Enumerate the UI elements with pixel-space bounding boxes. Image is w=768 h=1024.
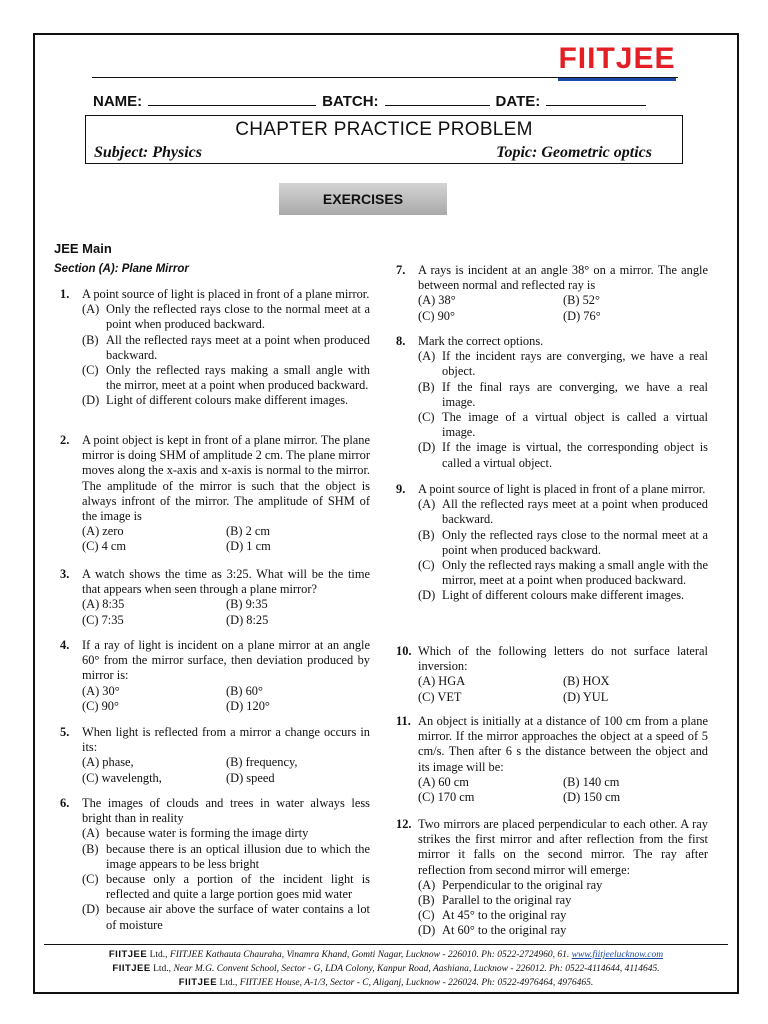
option-row [396, 775, 708, 790]
option-row [396, 309, 708, 324]
option: (B) HOX [563, 674, 610, 689]
option: (D) 76° [563, 308, 601, 323]
option-text: At 60° to the original ray [442, 923, 567, 938]
option [396, 878, 708, 893]
question-text: A point source of light is placed in front of a plane mirror. [418, 482, 706, 496]
option-label: (C) [82, 872, 99, 887]
option [396, 497, 708, 527]
option-text: All the reflected rays meet at a point when produced backward. [442, 497, 708, 527]
option-label: (B) [418, 379, 435, 394]
option: (D) 120° [226, 698, 270, 713]
header-rule [92, 77, 678, 78]
option [60, 393, 370, 408]
question-6 [60, 796, 370, 933]
question-3 [60, 567, 370, 628]
option: (D) speed [226, 770, 275, 785]
option: (B) 9:35 [226, 597, 268, 612]
option-label: (D) [418, 588, 436, 603]
option-text: If the image is virtual, the corresponding object is called a virtual object. [442, 440, 708, 470]
question-number: 4. [60, 638, 70, 652]
option-text: Parallel to the original ray [442, 893, 572, 908]
option: (B) 2 cm [226, 524, 271, 539]
question-number: 6. [60, 796, 70, 810]
option-row [60, 539, 370, 554]
option: (C) 90° [82, 698, 119, 713]
option [396, 588, 708, 603]
question-9 [396, 482, 708, 604]
option: (A) HGA [418, 674, 466, 689]
option-label: (B) [82, 332, 99, 347]
option: (B) 60° [226, 683, 263, 698]
option [60, 363, 370, 393]
option: (D) 8:25 [226, 612, 269, 627]
question-text: A point source of light is placed in front of a plane mirror. [82, 287, 370, 301]
option-label: (C) [418, 558, 435, 573]
option-label: (A) [82, 826, 100, 841]
option-text: Light of different colours make different images. [106, 393, 349, 408]
option: (C) VET [418, 689, 462, 704]
section-heading: Section (A): Plane Mirror [54, 263, 189, 275]
option: (B) 52° [563, 293, 600, 308]
question-stem [396, 817, 708, 878]
option-label: (A) [418, 349, 436, 364]
question-12 [396, 817, 708, 939]
option: (C) wavelength, [82, 770, 162, 785]
option [396, 349, 708, 379]
date-label: DATE: [495, 93, 541, 110]
subject-label: Subject: Physics [94, 144, 202, 161]
option-text: If the final rays are converging, we have a real image. [442, 379, 708, 409]
option-row [60, 684, 370, 699]
question-text: A point object is kept in front of a plane mirror. The plane mirror is doing SHM of amplitude 2 cm. The plane mirror moves along the x-axis and x-axis is normal to the mirror. The amplitude of the mirror is such that the object is always infront of the mirror. The amplitude of SHM of the image is [82, 433, 370, 524]
option-label: (D) [418, 923, 436, 938]
batch-blank[interactable] [385, 93, 490, 106]
option-row [396, 293, 708, 308]
option: (B) 140 cm [563, 774, 620, 789]
option: (D) YUL [563, 689, 609, 704]
name-label: NAME: [93, 93, 143, 110]
page-title: CHAPTER PRACTICE PROBLEM [235, 119, 533, 140]
option-label: (C) [418, 410, 435, 425]
footer [44, 948, 728, 990]
question-stem [396, 482, 708, 497]
option-text: Only the reflected rays making a small angle with the mirror, meet at a point when produced backward. [106, 363, 370, 393]
footer-line-3 [44, 976, 728, 990]
question-number: 5. [60, 725, 70, 739]
option [60, 302, 370, 332]
fiitjee-logo [558, 42, 676, 81]
option-label: (C) [418, 908, 435, 923]
batch-label: BATCH: [322, 93, 379, 110]
option-row [396, 690, 708, 705]
question-number: 9. [396, 482, 406, 496]
option-label: (A) [418, 877, 436, 892]
logo-text: FIITJEE [558, 42, 676, 75]
question-2 [60, 433, 370, 555]
option-text: Perpendicular to the original ray [442, 877, 603, 892]
question-text: A rays is incident at an angle 38° on a mirror. The angle between normal and reflected ray is [418, 263, 708, 293]
exercises-banner: EXERCISES [279, 183, 447, 215]
question-text: An object is initially at a distance of 100 cm from a plane mirror. If the mirror approaches the object at a speed of 5 cm/s. Then after 6 s the distance between the object and its image will be: [418, 714, 708, 774]
option [396, 528, 708, 558]
question-number: 1. [60, 287, 70, 301]
option-label: (B) [418, 893, 435, 908]
option-text: Only the reflected rays close to the normal meet at a point when produced backward. [106, 302, 370, 332]
option-text: Only the reflected rays close to the normal meet at a point when produced backward. [442, 527, 708, 557]
option-row [60, 597, 370, 612]
question-text: The images of clouds and trees in water always less bright than in reality [82, 796, 370, 826]
option [60, 842, 370, 872]
option: (A) 38° [418, 293, 456, 308]
footer-line-2 [44, 962, 728, 976]
option: (C) 170 cm [418, 790, 475, 805]
option [60, 826, 370, 841]
question-10 [396, 644, 708, 705]
question-7 [396, 263, 708, 324]
footer-address-3: FIITJEE House, A-1/3, Sector - C, Aliganj, Lucknow - 226024. Ph: 0522-4976464, 4976465. [239, 978, 594, 988]
option: (A) zero [82, 524, 124, 539]
option-label: (B) [418, 527, 435, 542]
option: (D) 150 cm [563, 790, 621, 805]
question-8 [396, 334, 708, 471]
date-blank[interactable] [546, 93, 646, 106]
footer-brand: FIITJEE [112, 963, 151, 974]
footer-address-1: FIITJEE Kathauta Chauraha, Vinamra Khand, Gomti Nagar, Lucknow - 226010. Ph: 0522-2724960, 61. [169, 950, 570, 960]
option [396, 410, 708, 440]
name-blank[interactable] [148, 93, 316, 106]
footer-address-2: Near M.G. Convent School, Sector - G, LDA Colony, Kanpur Road, Aashiana, Lucknow - 226012. Ph: 0522-4114644, 4114645. [173, 964, 660, 974]
option: (A) 30° [82, 683, 120, 698]
option-label: (A) [82, 302, 100, 317]
option [396, 908, 708, 923]
option-label: (A) [418, 497, 436, 512]
option: (C) 4 cm [82, 539, 127, 554]
question-text: Mark the correct options. [418, 334, 544, 348]
option: (A) phase, [82, 755, 134, 770]
footer-brand: FIITJEE [108, 949, 148, 960]
question-number: 8. [396, 334, 406, 348]
question-stem [396, 263, 708, 293]
option-text: because only a portion of the incident light is reflected and quite a large portion goes mid water [106, 872, 370, 902]
footer-ltd: Ltd., [219, 978, 238, 988]
option-text: Only the reflected rays making a small angle with the mirror, meet at a point when produced backward. [442, 558, 708, 588]
option-text: Light of different colours make different images. [442, 588, 685, 603]
option: (C) 90° [418, 308, 455, 323]
question-number: 2. [60, 433, 70, 447]
question-stem [396, 644, 708, 674]
option-row [60, 524, 370, 539]
question-text: When light is reflected from a mirror a change occurs in its: [82, 725, 370, 755]
option [396, 380, 708, 410]
question-number: 11. [396, 714, 411, 728]
option-label: (B) [82, 841, 99, 856]
option [60, 872, 370, 902]
student-info-bar [93, 93, 683, 110]
option: (C) 7:35 [82, 612, 124, 627]
question-stem [60, 725, 370, 755]
topic-label: Topic: Geometric optics [496, 144, 652, 161]
question-5 [60, 725, 370, 786]
question-text: A watch shows the time as 3:25. What will be the time that appears when seen through a plane mirror? [82, 567, 370, 597]
question-text: Two mirrors are placed perpendicular to each other. A ray strikes the first mirror and after reflection from the first mirror it falls on the second mirror. The ray after reflection from second mirror will emerge: [418, 817, 708, 877]
option [396, 440, 708, 470]
question-stem [60, 433, 370, 524]
option: (B) frequency, [226, 755, 298, 770]
option-row [60, 771, 370, 786]
footer-ltd: Ltd., [153, 964, 172, 974]
question-stem [396, 334, 708, 349]
question-number: 3. [60, 567, 70, 581]
footer-ltd: Ltd., [149, 950, 168, 960]
question-number: 10. [396, 644, 412, 658]
question-number: 7. [396, 263, 406, 277]
question-stem [60, 796, 370, 826]
question-11 [396, 714, 708, 805]
option-text: All the reflected rays meet at a point when produced backward. [106, 332, 370, 362]
option-text: because there is an optical illusion due to which the image appears to be less bright [106, 841, 370, 871]
option: (A) 60 cm [418, 774, 469, 789]
option-label: (C) [82, 363, 99, 378]
option: (D) 1 cm [226, 539, 271, 554]
option-label: (D) [418, 440, 436, 455]
footer-brand: FIITJEE [178, 977, 218, 988]
option-row [396, 674, 708, 689]
question-stem [396, 714, 708, 775]
option-row [60, 755, 370, 770]
option [396, 558, 708, 588]
footer-rule [44, 944, 728, 945]
option-row [396, 790, 708, 805]
option-text: If the incident rays are converging, we have a real object. [442, 349, 708, 379]
option-label: (D) [82, 393, 100, 408]
option-text: At 45° to the original ray [442, 908, 567, 923]
question-stem [60, 287, 370, 302]
question-stem [60, 567, 370, 597]
question-4 [60, 638, 370, 714]
footer-line-1 [44, 948, 728, 962]
option-text: because water is forming the image dirty [106, 826, 309, 841]
option-text: because air above the surface of water contains a lot of moisture [106, 902, 370, 932]
website-link[interactable]: www.fiitjeelucknow.com [571, 950, 664, 960]
option [396, 893, 708, 908]
option: (A) 8:35 [82, 597, 125, 612]
title-box [85, 115, 683, 164]
option [60, 902, 370, 932]
jee-main-heading: JEE Main [54, 241, 112, 256]
option-label: (D) [82, 902, 100, 917]
question-text: If a ray of light is incident on a plane mirror at an angle 60° from the mirror surface, then deviation produced by mirror is: [82, 638, 370, 683]
question-number: 12. [396, 817, 412, 831]
option [396, 923, 708, 938]
question-stem [60, 638, 370, 684]
question-1 [60, 287, 370, 409]
question-text: Which of the following letters do not surface lateral inversion: [418, 644, 708, 674]
option-row [60, 613, 370, 628]
option [60, 333, 370, 363]
option-row [60, 699, 370, 714]
option-text: The image of a virtual object is called a virtual image. [442, 410, 708, 440]
